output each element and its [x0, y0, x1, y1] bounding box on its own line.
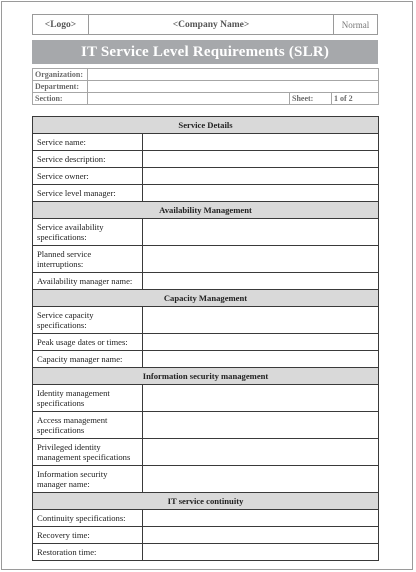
section-field[interactable]	[88, 93, 290, 105]
capacity-manager-field[interactable]	[143, 351, 379, 368]
organization-label: Organization:	[33, 69, 88, 81]
access-management-label: Access management specifications	[33, 412, 143, 439]
restoration-time-label: Restoration time:	[33, 544, 143, 561]
capacity-manager-label: Capacity manager name:	[33, 351, 143, 368]
capacity-specifications-field[interactable]	[143, 307, 379, 334]
continuity-specifications-field[interactable]	[143, 510, 379, 527]
availability-manager-label: Availability manager name:	[33, 273, 143, 290]
planned-interruptions-field[interactable]	[143, 246, 379, 273]
privileged-identity-field[interactable]	[143, 439, 379, 466]
availability-specifications-label: Service availability specifications:	[33, 219, 143, 246]
recovery-time-field[interactable]	[143, 527, 379, 544]
organization-field[interactable]	[88, 69, 379, 81]
security-manager-label: Information security manager name:	[33, 466, 143, 493]
service-name-field[interactable]	[143, 134, 379, 151]
restoration-time-field[interactable]	[143, 544, 379, 561]
service-owner-field[interactable]	[143, 168, 379, 185]
peak-usage-label: Peak usage dates or times:	[33, 334, 143, 351]
service-level-manager-field[interactable]	[143, 185, 379, 202]
section-heading-security: Information security management	[33, 368, 379, 385]
sheet-label: Sheet:	[290, 93, 332, 105]
style-label: Normal	[333, 15, 377, 34]
section-heading-availability: Availability Management	[33, 202, 379, 219]
identity-management-field[interactable]	[143, 385, 379, 412]
security-manager-field[interactable]	[143, 466, 379, 493]
peak-usage-field[interactable]	[143, 334, 379, 351]
section-heading-capacity: Capacity Management	[33, 290, 379, 307]
service-level-manager-label: Service level manager:	[33, 185, 143, 202]
sheet-value: 1 of 2	[332, 93, 379, 105]
section-heading-service-details: Service Details	[33, 117, 379, 134]
capacity-specifications-label: Service capacity specifications:	[33, 307, 143, 334]
recovery-time-label: Recovery time:	[33, 527, 143, 544]
continuity-specifications-label: Continuity specifications:	[33, 510, 143, 527]
service-description-field[interactable]	[143, 151, 379, 168]
service-description-label: Service description:	[33, 151, 143, 168]
logo-placeholder: <Logo>	[33, 15, 89, 34]
service-name-label: Service name:	[33, 134, 143, 151]
slr-form-table	[32, 116, 379, 561]
department-label: Department:	[33, 81, 88, 93]
document-header	[32, 14, 378, 35]
document-title: IT Service Level Requirements (SLR)	[32, 40, 378, 64]
availability-specifications-field[interactable]	[143, 219, 379, 246]
company-name-placeholder: <Company Name>	[172, 19, 250, 30]
identity-management-label: Identity management specifications	[33, 385, 143, 412]
section-heading-continuity: IT service continuity	[33, 493, 379, 510]
access-management-field[interactable]	[143, 412, 379, 439]
service-owner-label: Service owner:	[33, 168, 143, 185]
planned-interruptions-label: Planned service interruptions:	[33, 246, 143, 273]
section-label: Section:	[33, 93, 88, 105]
privileged-identity-label: Privileged identity management specifications	[33, 439, 143, 466]
info-table	[32, 68, 379, 105]
department-field[interactable]	[88, 81, 379, 93]
availability-manager-field[interactable]	[143, 273, 379, 290]
